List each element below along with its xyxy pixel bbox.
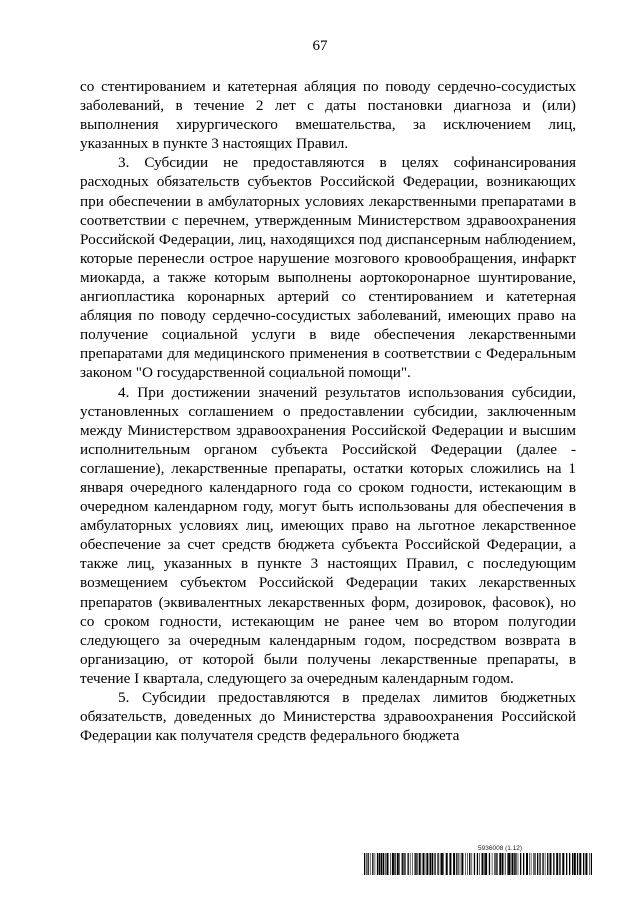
barcode-bar: [496, 853, 497, 875]
barcode-bar: [423, 853, 424, 875]
barcode-bar: [412, 853, 413, 875]
barcode-bar: [397, 853, 399, 875]
barcode-bar: [505, 853, 506, 875]
barcode-bar: [583, 853, 584, 875]
barcode-bar: [489, 853, 490, 875]
barcode-bar: [425, 853, 426, 875]
barcode-bar: [390, 853, 391, 875]
barcode-bar: [461, 853, 463, 875]
barcode-bar: [533, 853, 534, 875]
barcode-bar: [574, 853, 576, 875]
barcode-bar: [539, 853, 540, 875]
barcode-bar: [511, 853, 512, 875]
barcode-bar: [512, 853, 513, 875]
barcode-bar: [399, 853, 400, 875]
barcode-bar: [434, 853, 435, 875]
barcode-bar: [416, 853, 417, 875]
barcode-bar: [585, 853, 587, 875]
paragraph-5: 5. Субсидии предоставляются в пределах лимитов бюджетных обязательств, доведенных до Министерства здравоохранения Российской Федерации как получателя средств федерального бюджета: [80, 689, 576, 745]
barcode-bar: [446, 853, 448, 875]
barcode-bar: [520, 853, 521, 875]
barcode-bar: [518, 853, 519, 875]
barcode-bar: [523, 853, 524, 875]
barcode-bar: [566, 853, 567, 875]
barcode-bar: [504, 853, 505, 875]
barcode-bar: [547, 853, 548, 875]
barcode-bar: [392, 853, 394, 875]
barcode-bar: [469, 853, 470, 875]
barcode-bar: [387, 853, 389, 875]
barcode-bar: [507, 853, 508, 875]
barcode-bar: [542, 853, 543, 875]
page-number: 67: [312, 38, 328, 54]
barcode-bar: [453, 853, 455, 875]
barcode-bar: [495, 853, 496, 875]
barcode-bar: [465, 853, 466, 875]
barcode-bar: [477, 853, 478, 875]
barcode-bar: [456, 853, 457, 875]
barcode-bar: [556, 853, 558, 875]
barcode-bar: [535, 853, 536, 875]
paragraph-continuation: со стентированием и катетерная абляция по поводу сердечно-сосудистых заболеваний, в течение 2 лет с даты постановки диагноза и (или) выполнения хирургического вмешательства, за исключением лиц, указанных в пункте 3 настоящих Правил.: [80, 78, 576, 153]
paragraph-4: 4. При достижении значений результатов использования субсидии, установленных соглашением о предоставлении субсидии, заключенным между Министерством здравоохранения Российской Федерации и высшим исполнительным органом субъекта Российской Федерации (далее - соглашение), лекарственные препараты, остатки которых сложились на 1 января очередного календарного года со сроком годности, истекающим в очередном календарном году, могут быть использованы для обеспечения в амбулаторных условиях лиц, имеющих право на льготное лекарственное обеспечение за счет средств бюджета субъекта Российской Федерации, а также лиц, указанных в пункте 3 настоящих Правил, с последующим возмещением субъектом Российской Федерации таких лекарственных препаратов (эквивалентных лекарственных форм, дозировок, фасовок), но со сроком годности, истекающим не ранее чем во втором полугодии следующего за очередным календарным годом, посредством возврата в организацию, от которой были получены лекарственные препараты, в течение I квартала, следующего за очередным календарным годом.: [80, 383, 576, 687]
barcode-bar: [559, 853, 560, 875]
barcode-bar: [531, 853, 532, 875]
barcode-bar: [368, 853, 369, 875]
barcode-bar: [494, 853, 495, 875]
barcode-bar: [379, 853, 380, 875]
barcode-bar: [383, 853, 384, 875]
barcode-bar: [484, 853, 485, 875]
barcode-bar: [569, 853, 570, 875]
barcode-bar: [408, 853, 409, 875]
barcode-bar: [550, 853, 552, 875]
barcode-bar: [402, 853, 403, 875]
barcode-bar: [405, 853, 406, 875]
barcode-bar: [577, 853, 578, 875]
barcode-bar: [515, 853, 516, 875]
barcode-bar: [410, 853, 411, 875]
paragraph-3: 3. Субсидии не предоставляются в целях софинансирования расходных обязательств субъектов Российской Федерации, возникающих при обеспечении в амбулаторных условиях лекарственными препаратами в соответствии с перечнем, утвержденным Министерством здравоохранения Российской Федерации, лиц, находящихся под диспансерным наблюдением, которые перенесли острое нарушение мозгового кровообращения, инфаркт миокарда, а также которым выполнены аортокоронарное шунтирование, ангиопластика коронарных артерий со стентированием и катетерная абляция по поводу сердечно-сосудистых заболеваний, имеющих право на получение социальной услуги в виде обеспечения лекарственными препаратами для медицинского применения в соответствии с Федеральным законом "О государственной социальной помощи".: [80, 154, 576, 382]
barcode-bar: [426, 853, 428, 875]
barcode-bar: [545, 853, 546, 875]
barcode-bar: [394, 853, 395, 875]
barcode-bar: [508, 853, 510, 875]
barcode-bar: [562, 853, 564, 875]
barcode-bar: [385, 853, 386, 875]
barcode-bar: [537, 853, 538, 875]
barcode-bar: [441, 853, 443, 875]
barcode-bar: [485, 853, 487, 875]
barcode-bar: [415, 853, 416, 875]
barcode-bar: [492, 853, 493, 875]
barcode-bar: [572, 853, 573, 875]
barcode-bar: [437, 853, 438, 875]
barcode-bar: [467, 853, 468, 875]
barcode-bar: [370, 853, 371, 875]
document-body: [80, 77, 576, 745]
barcode-bar: [430, 853, 432, 875]
barcode-bar: [403, 853, 404, 875]
barcode-bar: [482, 853, 484, 875]
barcode: [364, 853, 592, 875]
barcode-bar: [553, 853, 554, 875]
barcode-bar: [377, 853, 378, 875]
barcode-bar: [514, 853, 515, 875]
barcode-bar: [534, 853, 535, 875]
barcode-bar: [443, 853, 444, 875]
barcode-bar: [479, 853, 480, 875]
barcode-bar: [381, 853, 383, 875]
barcode-bar: [432, 853, 433, 875]
barcode-bar: [499, 853, 501, 875]
barcode-bar: [422, 853, 423, 875]
barcode-bar: [474, 853, 475, 875]
barcode-bar: [589, 853, 590, 875]
barcode-bar: [579, 853, 581, 875]
barcode-bar: [458, 853, 459, 875]
barcode-bar: [591, 853, 592, 875]
barcode-bar: [419, 853, 421, 875]
barcode-bar: [366, 853, 367, 875]
barcode-bar: [364, 853, 365, 875]
barcode-bar: [440, 853, 441, 875]
barcode-bar: [460, 853, 461, 875]
barcode-bar: [529, 853, 530, 875]
barcode-bar: [526, 853, 528, 875]
barcode-bar: [472, 853, 473, 875]
barcode-bar: [449, 853, 451, 875]
barcode-bar: [375, 853, 376, 875]
document-code: 5936008 (1.12): [478, 845, 523, 852]
barcode-bar: [502, 853, 503, 875]
barcode-bar: [372, 853, 373, 875]
